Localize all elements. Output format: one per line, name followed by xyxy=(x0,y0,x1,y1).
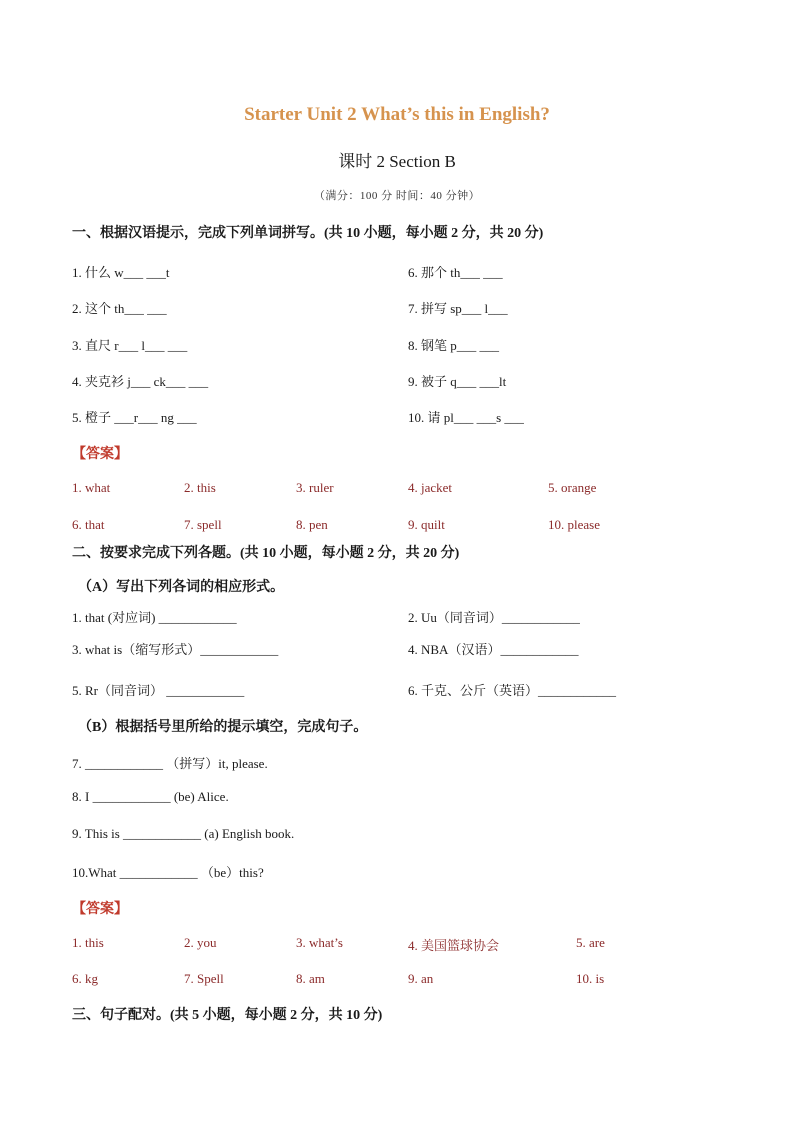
section2-question: 5. Rr（同音词） ____________ xyxy=(72,683,245,698)
section2-question: 7. ____________ （拼写）it, please. xyxy=(72,756,268,771)
section2-question: 6. 千克、公斤（英语）____________ xyxy=(408,683,617,698)
section2-answer: 10. is xyxy=(576,971,605,986)
section1-heading: 一、根据汉语提示，完成下列单词拼写。(共 10 小题，每小题 2 分，共 20 分) xyxy=(72,226,544,241)
section1-answer: 5. orange xyxy=(548,480,597,495)
section2-question: 4. NBA（汉语）____________ xyxy=(408,642,579,657)
section2-answer: 7. Spell xyxy=(184,971,224,986)
section1-question: 4. 夹克衫 j___ ck___ ___ xyxy=(72,374,209,389)
section2-answer: 1. this xyxy=(72,935,104,950)
section1-question: 6. 那个 th___ ___ xyxy=(408,265,503,280)
section2-answer: 9. an xyxy=(408,971,434,986)
section2-part-a-heading: （A）写出下列各词的相应形式。 xyxy=(78,580,285,595)
section1-answer: 2. this xyxy=(184,480,216,495)
section2-heading: 二、按要求完成下列各题。(共 10 小题，每小题 2 分，共 20 分) xyxy=(72,546,460,561)
section2-answer: 6. kg xyxy=(72,971,98,986)
section1-answer: 3. ruler xyxy=(296,480,334,495)
section1-question: 8. 钢笔 p___ ___ xyxy=(408,338,500,353)
section1-answer: 10. please xyxy=(548,517,600,532)
section2-question: 10.What ____________ （be）this? xyxy=(72,865,264,880)
section1-answer: 1. what xyxy=(72,480,111,495)
section2-question: 8. I ____________ (be) Alice. xyxy=(72,789,229,804)
section1-question: 7. 拼写 sp___ l___ xyxy=(408,301,508,316)
lesson-subtitle: 课时 2 Section B xyxy=(338,152,456,171)
section2-answer: 5. are xyxy=(576,935,605,950)
section2-answer: 3. what’s xyxy=(296,935,343,950)
section2-question: 1. that (对应词) ____________ xyxy=(72,610,237,625)
section2-answer: 8. am xyxy=(296,971,325,986)
section2-question: 2. Uu（同音词）____________ xyxy=(408,610,580,625)
section2-question: 3. what is（缩写形式）____________ xyxy=(72,642,279,657)
section1-answer: 7. spell xyxy=(184,517,222,532)
section1-question: 3. 直尺 r___ l___ ___ xyxy=(72,338,188,353)
section2-question: 9. This is ____________ (a) English book. xyxy=(72,826,295,841)
page-title: Starter Unit 2 What’s this in English? xyxy=(244,104,550,125)
section2-answer-heading: 【答案】 xyxy=(72,902,128,917)
section3-heading: 三、句子配对。(共 5 小题，每小题 2 分，共 10 分) xyxy=(72,1008,383,1023)
section1-question: 2. 这个 th___ ___ xyxy=(72,301,167,316)
section1-answer: 9. quilt xyxy=(408,517,445,532)
section1-question: 5. 橙子 ___r___ ng ___ xyxy=(72,410,197,425)
section1-answer: 8. pen xyxy=(296,517,328,532)
section1-question: 1. 什么 w___ ___t xyxy=(72,265,170,280)
section1-answer: 4. jacket xyxy=(408,480,453,495)
section1-answer-heading: 【答案】 xyxy=(72,447,128,462)
section1-question: 9. 被子 q___ ___lt xyxy=(408,374,507,389)
section2-answer: 2. you xyxy=(184,935,217,950)
section2-answer: 4. 美国篮球协会 xyxy=(408,938,500,953)
score-time-line: （满分：100 分 时间：40 分钟） xyxy=(313,190,481,202)
section1-question: 10. 请 pl___ ___s ___ xyxy=(408,410,524,425)
section2-part-b-heading: （B）根据括号里所给的提示填空，完成句子。 xyxy=(78,720,368,735)
section1-answer: 6. that xyxy=(72,517,105,532)
